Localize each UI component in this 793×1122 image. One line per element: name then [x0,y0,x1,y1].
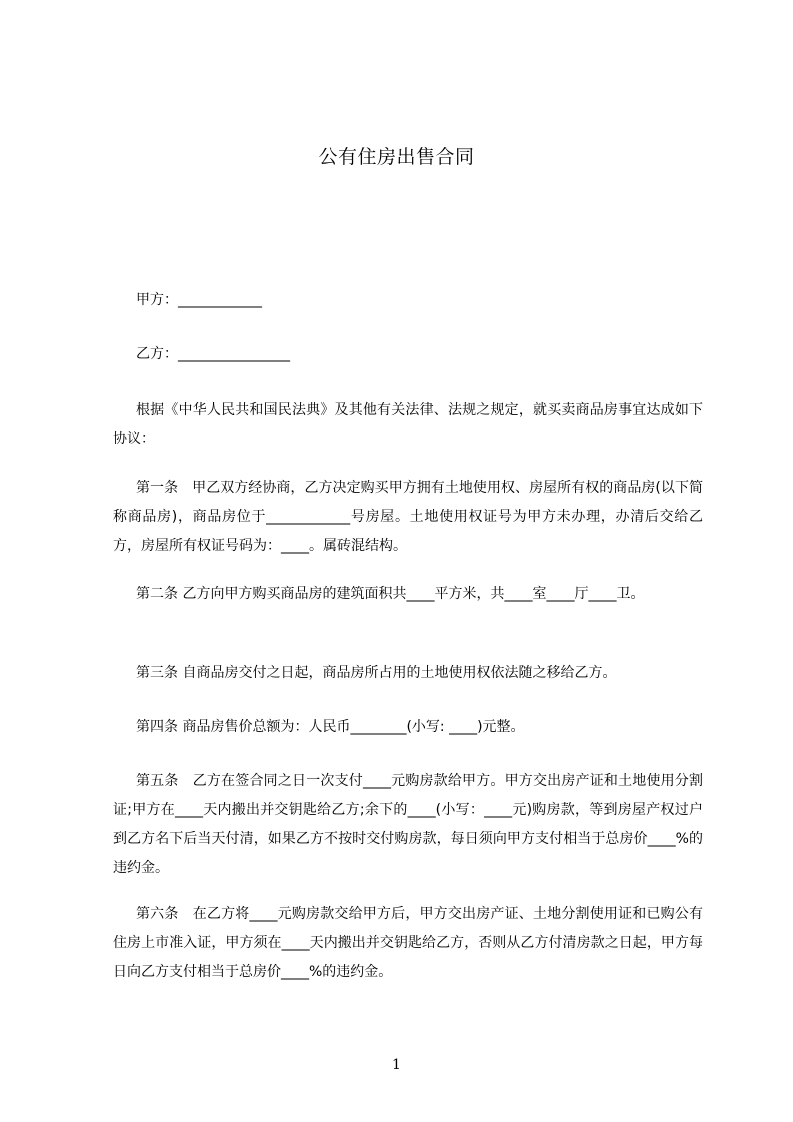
article-1: 第一条 甲乙双方经协商，乙方决定购买甲方拥有土地使用权、房屋所有权的商品房(以下简称商品房)，商品房位于____________号房屋。土地使用权证号为甲方未办理，办清后交给乙方，房屋所有权证号码为：____。属砖混结构。 [113,480,703,554]
article-6: 第六条 在乙方将____元购房款交给甲方后，甲方交出房产证、土地分割使用证和已购公有住房上市准入证，甲方须在____天内搬出并交钥匙给乙方，否则从乙方付清房款之日起，甲方每日向乙方支付相当于总房价____%的违约金。 [113,906,703,980]
article-2: 第二条 乙方向甲方购买商品房的建筑面积共____平方米，共____室____厅____卫。 [136,586,645,602]
document-title: 公有住房出售合同 [318,146,475,168]
party-b-line: 乙方：________________ [136,346,290,362]
party-a-line: 甲方：____________ [136,292,262,308]
article-4: 第四条 商品房售价总额为：人民币________(小写: ____)元整。 [136,719,525,735]
article-3: 第三条 自商品房交付之日起，商品房所占用的土地使用权依法随之移给乙方。 [136,665,617,681]
article-5: 第五条 乙方在签合同之日一次支付____元购房款给甲方。甲方交出房产证和土地使用分割证;甲方在____天内搬出并交钥匙给乙方;余下的____(小写：____元)购房款，等到房屋产权过户到乙方名下后当天付清，如果乙方不按时交付购房款，每日须向甲方支付相当于总房价____%的违约金。 [113,773,703,876]
page-number: 1 [392,1057,401,1073]
intro-paragraph: 根据《中华人民共和国民法典》及其他有关法律、法规之规定，就买卖商品房事宜达成如下协议： [113,402,703,447]
